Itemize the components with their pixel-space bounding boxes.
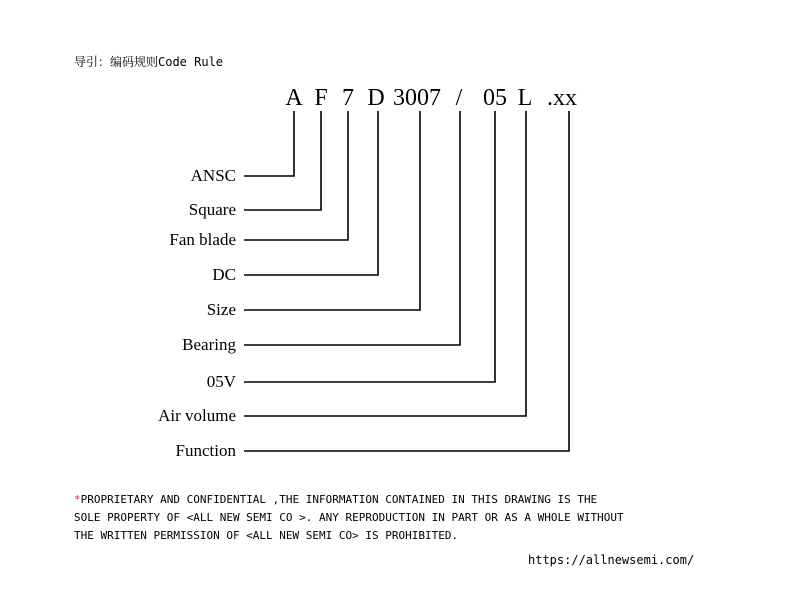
code-segment-air-volume: L bbox=[517, 85, 533, 111]
confidentiality-notice bbox=[74, 491, 624, 545]
website-url: https://allnewsemi.com/ bbox=[528, 553, 695, 567]
rule-label-square: Square bbox=[188, 200, 236, 219]
connector-function bbox=[244, 111, 569, 451]
page-title: 导引：编码规则Code Rule bbox=[74, 55, 224, 69]
notice-line-3: THE WRITTEN PERMISSION OF <ALL NEW SEMI CO> IS PROHIBITED. bbox=[74, 529, 459, 542]
connector-air-volume bbox=[244, 111, 526, 416]
rule-label-function: Function bbox=[175, 441, 236, 460]
connector-square bbox=[244, 111, 321, 210]
code-segment-slash: / bbox=[455, 85, 463, 111]
rule-label-air-volume: Air volume bbox=[158, 406, 236, 425]
rule-label-size: Size bbox=[206, 300, 236, 319]
notice-line-1: PROPRIETARY AND CONFIDENTIAL ,THE INFORMATION CONTAINED IN THIS DRAWING IS THE bbox=[80, 493, 598, 506]
code-segment-dc: D bbox=[367, 85, 385, 111]
code-segment-function: .xx bbox=[547, 85, 577, 111]
rule-label-bearing: Bearing bbox=[182, 335, 236, 354]
notice-asterisk: * bbox=[74, 493, 81, 506]
rule-label-voltage: 05V bbox=[206, 372, 236, 391]
code-segment-fan-blade: 7 bbox=[342, 85, 354, 111]
rule-labels bbox=[158, 166, 237, 460]
code-segment-ansc: A bbox=[285, 85, 303, 111]
connector-voltage bbox=[244, 111, 495, 382]
code-segment-square: F bbox=[314, 85, 328, 111]
connector-dc bbox=[244, 111, 378, 275]
code-segment-voltage: 05 bbox=[483, 85, 507, 111]
rule-label-dc: DC bbox=[212, 265, 236, 284]
rule-label-ansc: ANSC bbox=[190, 166, 236, 185]
code-segment-size: 3007 bbox=[393, 85, 441, 111]
notice-line-2: SOLE PROPERTY OF <ALL NEW SEMI CO >. ANY REPRODUCTION IN PART OR AS A WHOLE WITHOUT bbox=[74, 511, 624, 524]
connector-lines bbox=[244, 111, 569, 451]
connector-ansc bbox=[244, 111, 294, 176]
rule-label-fan-blade: Fan blade bbox=[169, 230, 236, 249]
code-segments bbox=[285, 85, 577, 111]
